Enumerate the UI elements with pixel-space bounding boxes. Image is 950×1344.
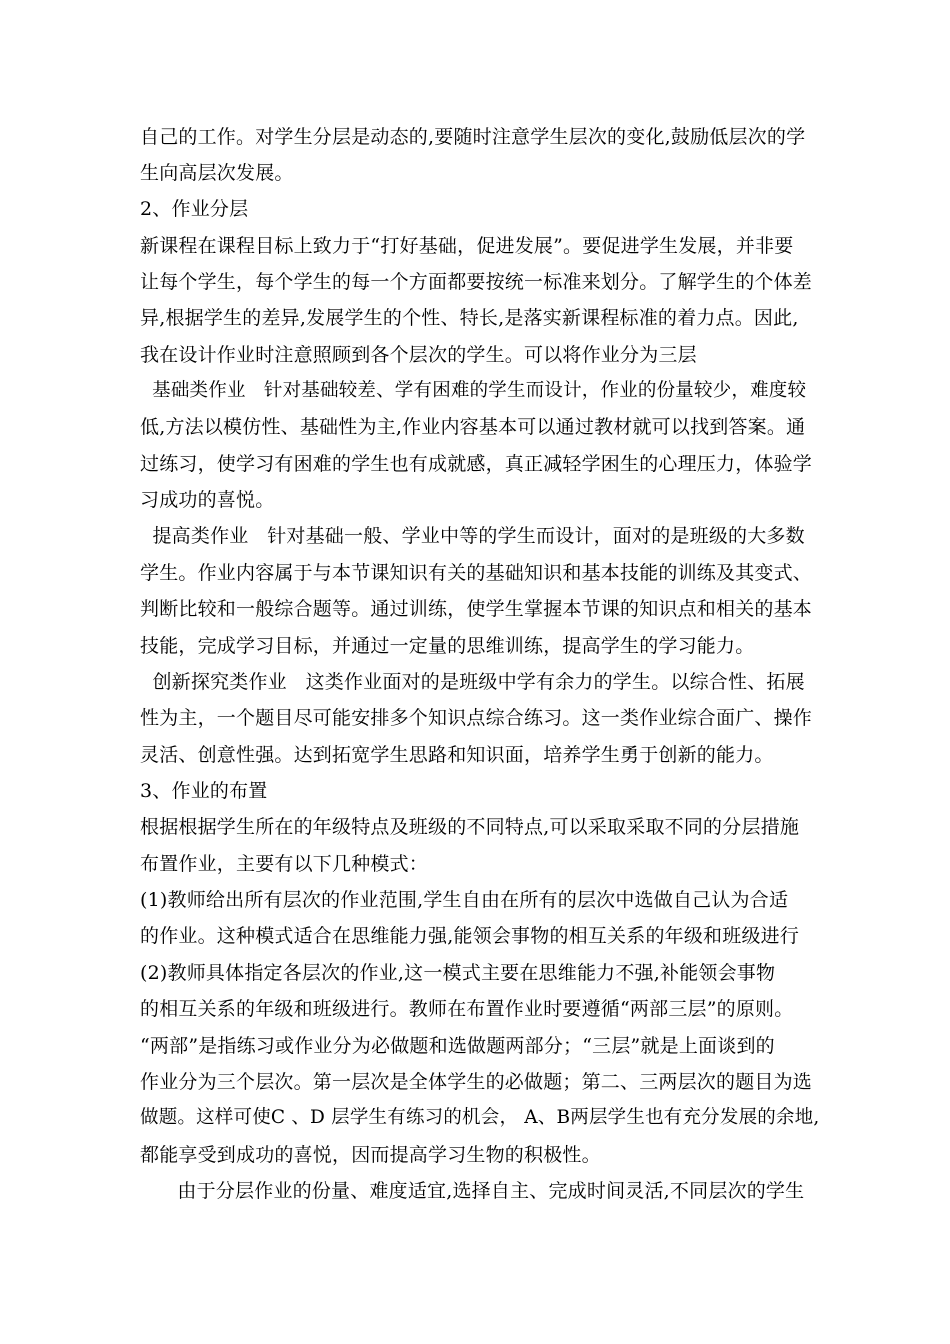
text-line: 做题。这样可使C 、D 层学生有练习的机会， A、B两层学生也有充分发展的余地, xyxy=(140,1107,820,1128)
text-line: 自己的工作。对学生分层是动态的,要随时注意学生层次的变化,鼓励低层次的学 xyxy=(140,126,806,148)
text-line: (1)教师给出所有层次的作业范围,学生自由在所有的层次中选做自己认为合适 xyxy=(140,889,789,911)
text-line: 生向高层次发展。 xyxy=(140,162,294,184)
text-line: 提高类作业 针对基础一般、学业中等的学生而设计，面对的是班级的大多数 xyxy=(140,525,805,547)
text-line: 作业分为三个层次。第一层次是全体学生的必做题；第二、三两层次的题目为选 xyxy=(140,1071,813,1093)
text-line: 学生。作业内容属于与本节课知识有关的基础知识和基本技能的训练及其变式、 xyxy=(140,562,813,584)
text-line: 过练习，使学习有困难的学生也有成就感，真正减轻学困生的心理压力，体验学 xyxy=(140,453,813,475)
text-line: 灵活、创意性强。达到拓宽学生思路和知识面，培养学生勇于创新的能力。 xyxy=(140,744,774,766)
text-line: (2)教师具体指定各层次的作业,这一模式主要在思维能力不强,补能领会事物 xyxy=(140,962,776,984)
text-line: 异,根据学生的差异,发展学生的个性、特长,是落实新课程标准的着力点。因此, xyxy=(140,307,799,329)
section-heading: 3、作业的布置 xyxy=(140,780,268,802)
text-line: 基础类作业 针对基础较差、学有困难的学生而设计，作业的份量较少，难度较 xyxy=(140,380,807,401)
text-line: “两部”是指练习或作业分为必做题和选做题两部分；“三层”就是上面谈到的 xyxy=(140,1035,775,1057)
section-heading: 2、作业分层 xyxy=(140,198,249,220)
text-line: 我在设计作业时注意照顾到各个层次的学生。可以将作业分为三层 xyxy=(140,344,697,366)
text-line: 让每个学生，每个学生的每一个方面都要按统一标准来划分。了解学生的个体差 xyxy=(140,271,813,293)
text-line: 创新探究类作业 这类作业面对的是班级中学有余力的学生。以综合性、拓展 xyxy=(140,671,805,693)
text-line: 的相互关系的年级和班级进行。教师在布置作业时要遵循“两部三层”的原则。 xyxy=(140,998,794,1020)
text-line: 性为主，一个题目尽可能安排多个知识点综合练习。这一类作业综合面广、操作 xyxy=(140,707,813,729)
text-line: 新课程在课程目标上致力于“打好基础，促进发展”。要促进学生发展，并非要 xyxy=(140,235,794,257)
text-line: 的作业。这种模式适合在思维能力强,能领会事物的相互关系的年级和班级进行 xyxy=(140,925,800,947)
text-line: 低,方法以模仿性、基础性为主,作业内容基本可以通过教材就可以找到答案。通 xyxy=(140,416,806,438)
text-line: 由于分层作业的份量、难度适宜,选择自主、完成时间灵活,不同层次的学生 xyxy=(140,1180,805,1202)
text-line: 都能享受到成功的喜悦，因而提高学习生物的积极性。 xyxy=(140,1144,601,1166)
text-line: 布置作业，主要有以下几种模式： xyxy=(140,853,429,875)
text-line: 判断比较和一般综合题等。通过训练，使学生掌握本节课的知识点和相关的基本 xyxy=(140,598,813,620)
text-line: 根据根据学生所在的年级特点及班级的不同特点,可以采取采取不同的分层措施 xyxy=(140,816,800,838)
text-line: 技能，完成学习目标，并通过一定量的思维训练，提高学生的学习能力。 xyxy=(140,635,755,657)
text-line: 习成功的喜悦。 xyxy=(140,489,275,511)
